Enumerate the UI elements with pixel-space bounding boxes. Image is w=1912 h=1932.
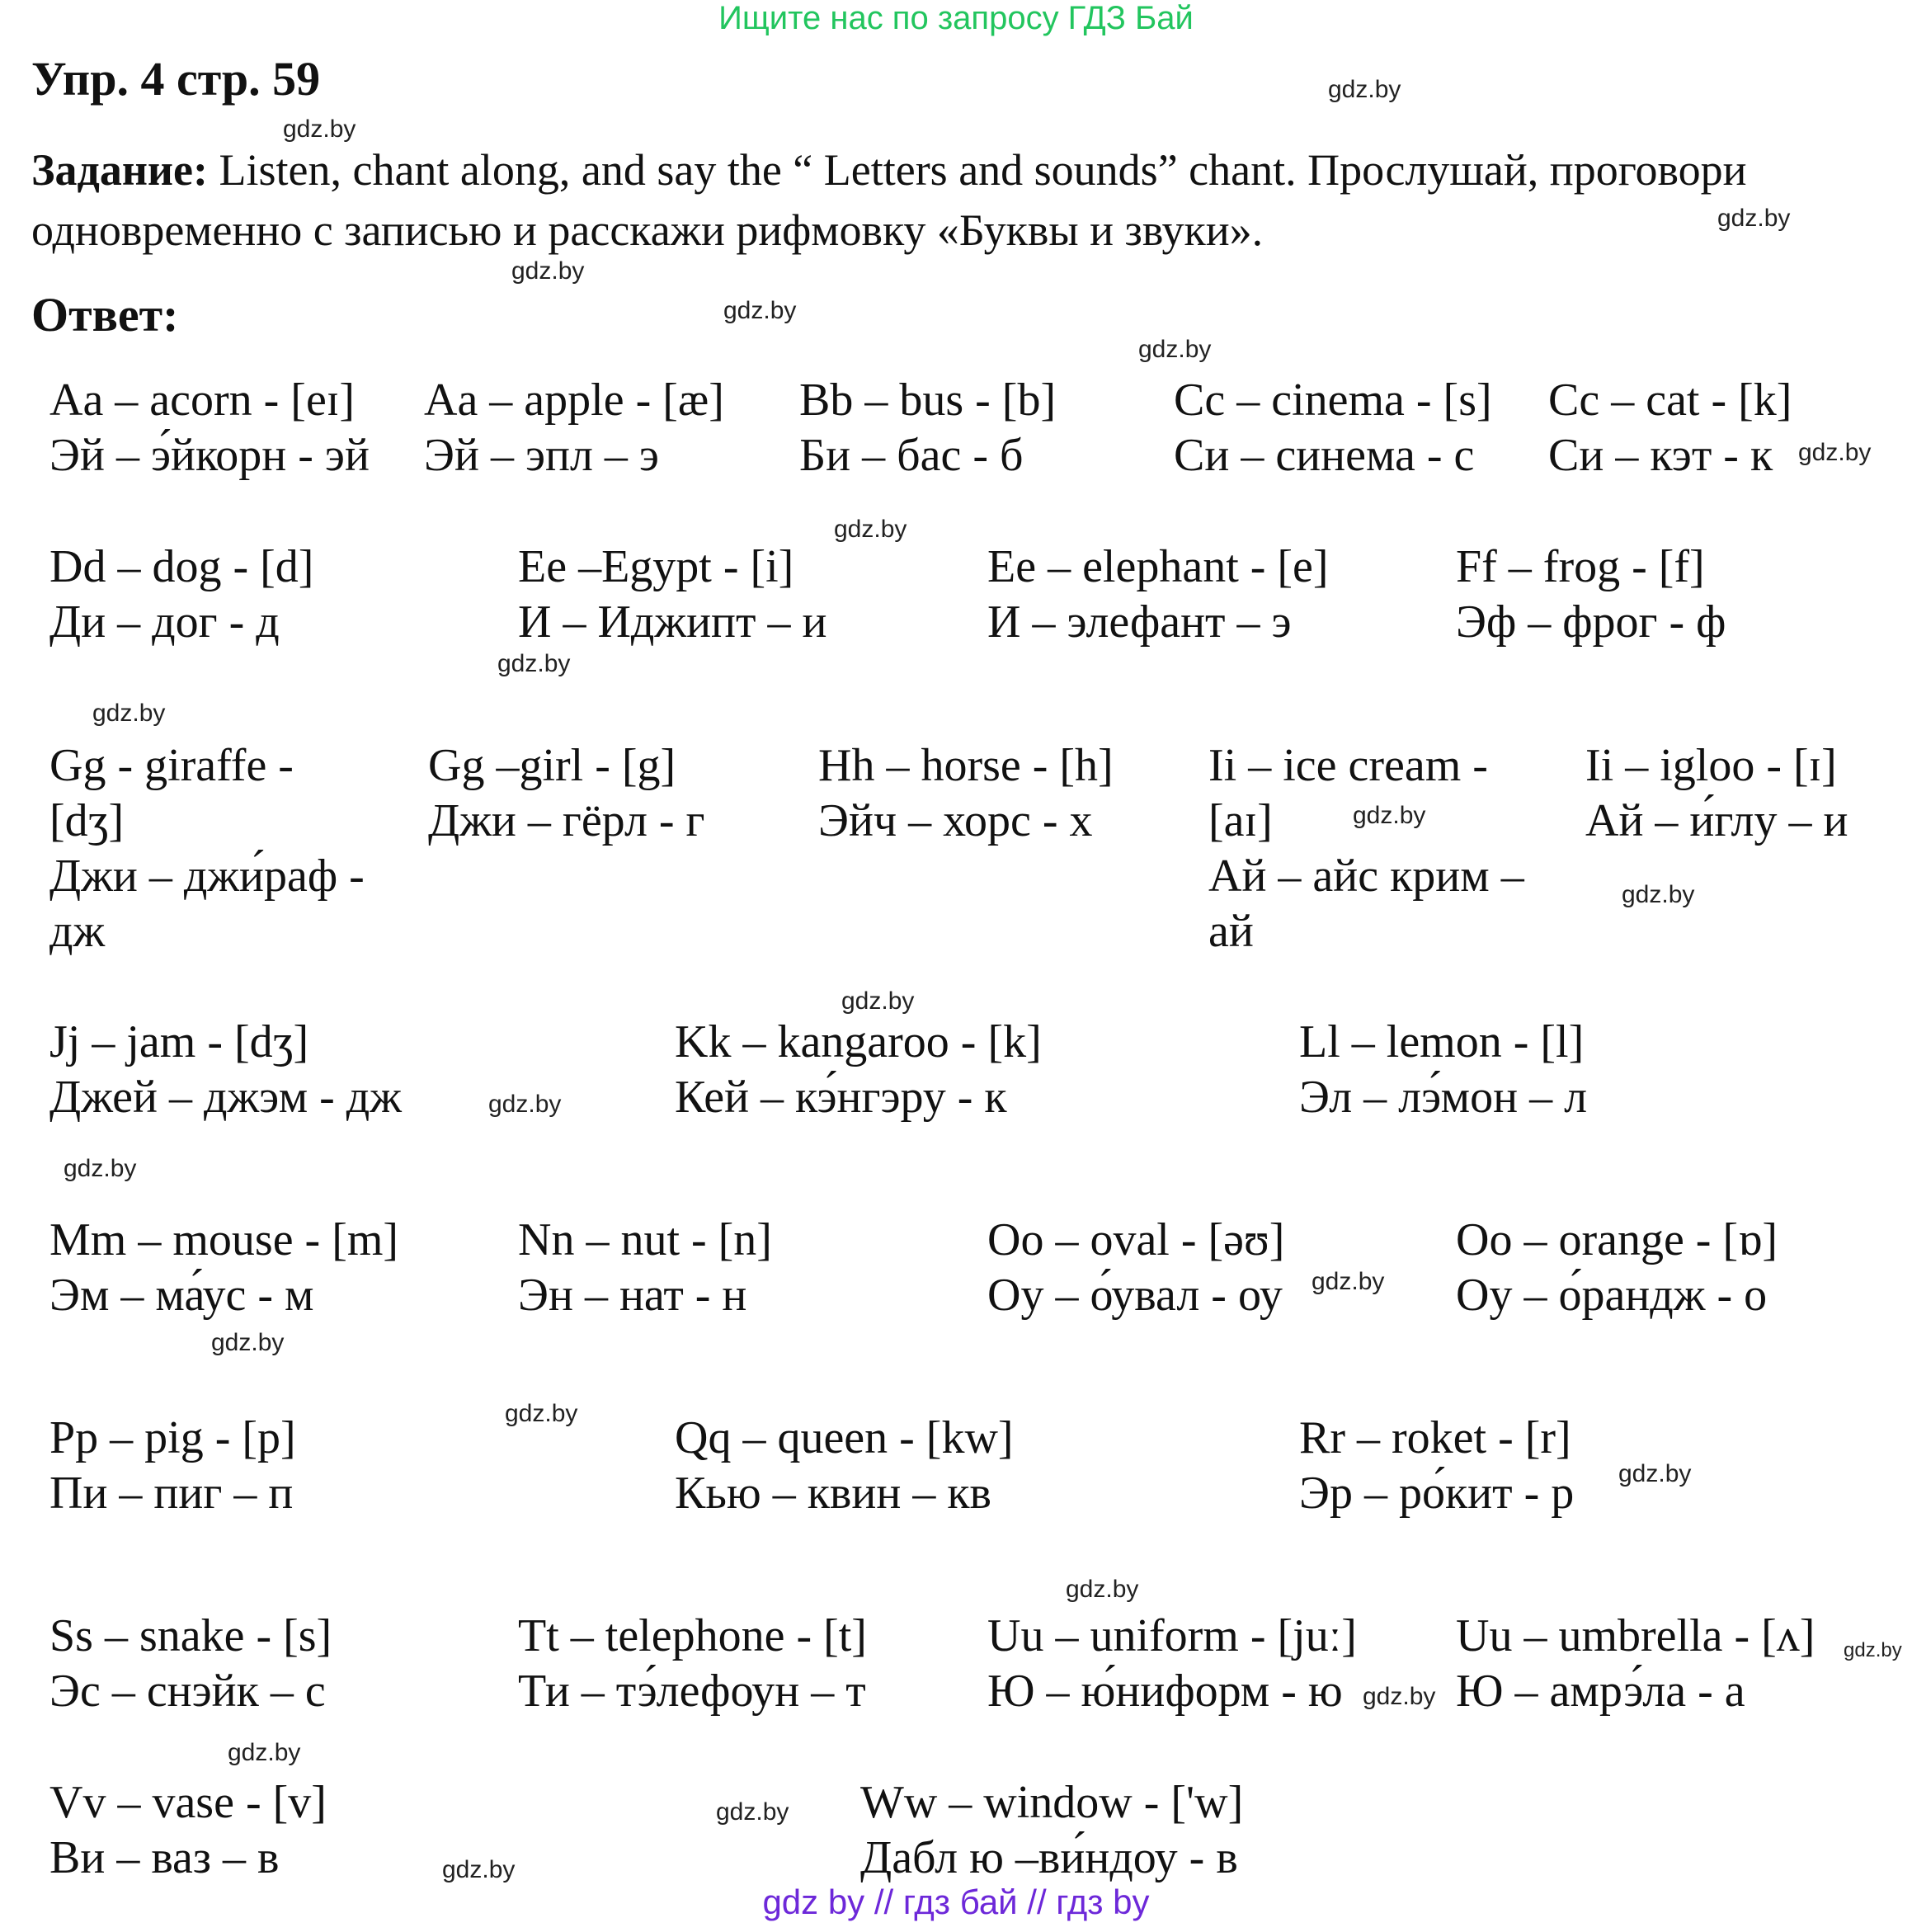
entry-russian: Дабл ю –ви́ндоу - в xyxy=(860,1832,1238,1883)
letter-entry xyxy=(1208,738,1524,959)
entry-russian: Джи – гёрл - г xyxy=(428,795,705,846)
letter-entry xyxy=(1299,1015,1587,1125)
entry-russian: Эн – нат - н xyxy=(518,1270,747,1321)
entry-russian-cont: дж xyxy=(49,906,106,957)
answer-label: Ответ: xyxy=(31,288,179,342)
letter-entry xyxy=(860,1775,1243,1886)
letter-entry xyxy=(49,1213,398,1323)
top-banner: Ищите нас по запросу ГДЗ Бай xyxy=(718,0,1194,36)
entry-russian: Эл – лэ́мон – л xyxy=(1299,1072,1588,1123)
entry-english: Ee –Egypt - [i] xyxy=(518,541,794,592)
entry-english: Tt – telephone - [t] xyxy=(518,1610,867,1661)
entry-english: Aa – acorn - [eɪ] xyxy=(49,375,356,426)
watermark: gdz.by xyxy=(1328,76,1401,103)
entry-russian: Би – бас - б xyxy=(799,430,1024,481)
watermark: gdz.by xyxy=(1844,1639,1902,1661)
watermark: gdz.by xyxy=(488,1091,562,1118)
letter-entry xyxy=(799,373,1056,483)
watermark: gdz.by xyxy=(497,650,571,677)
entry-russian: Ю – амрэ́ла - а xyxy=(1456,1666,1745,1717)
entry-english: Bb – bus - [b] xyxy=(799,375,1057,426)
letter-entry xyxy=(49,1015,402,1125)
watermark: gdz.by xyxy=(1066,1576,1139,1603)
entry-russian: Эй – э́йкорн - эй xyxy=(49,430,370,481)
letter-entry xyxy=(1456,540,1726,650)
entry-english: Uu – uniform - [juː] xyxy=(987,1610,1357,1661)
entry-english: Ee – elephant - [e] xyxy=(987,541,1329,592)
letter-entry xyxy=(987,540,1329,650)
watermark: gdz.by xyxy=(716,1798,789,1826)
letter-entry xyxy=(1174,373,1492,483)
task-text xyxy=(31,140,1887,261)
letter-entry xyxy=(1456,1213,1778,1323)
letter-entry xyxy=(675,1015,1042,1125)
entry-russian: Эй – эпл – э xyxy=(424,430,659,481)
entry-english: Dd – dog - [d] xyxy=(49,541,314,592)
letter-entry xyxy=(424,373,724,483)
entry-russian: Ай – и́глу – и xyxy=(1585,795,1848,846)
watermark: gdz.by xyxy=(1622,881,1695,908)
entry-english-cont: [aɪ] xyxy=(1208,795,1273,846)
letter-entry xyxy=(49,738,365,959)
entry-english: Kk – kangaroo - [k] xyxy=(675,1016,1042,1067)
letter-entry xyxy=(987,1213,1284,1323)
entry-english: Aa – apple - [æ] xyxy=(424,375,724,426)
entry-english: Ss – snake - [s] xyxy=(49,1610,332,1661)
watermark: gdz.by xyxy=(442,1856,516,1883)
entry-russian: Эс – снэйк – с xyxy=(49,1666,326,1717)
entry-english: Gg - giraffe - xyxy=(49,740,294,791)
entry-english: Oo – orange - [ɒ] xyxy=(1456,1214,1778,1265)
entry-russian: Си – синема - с xyxy=(1174,430,1475,481)
letter-entry xyxy=(49,1411,296,1521)
watermark: gdz.by xyxy=(841,987,915,1015)
watermark: gdz.by xyxy=(1618,1460,1692,1487)
letter-entry xyxy=(49,1609,332,1719)
entry-russian: Эм – ма́ус - м xyxy=(49,1270,314,1321)
entry-english: Nn – nut - [n] xyxy=(518,1214,772,1265)
task-body: Listen, chant along, and say the “ Letters and sounds” chant. Прослушай, проговори одновременно с записью и расскажи рифмовку «Буквы и звуки». xyxy=(31,145,1747,255)
watermark: gdz.by xyxy=(92,700,166,727)
entry-russian: Эйч – хорс - х xyxy=(818,795,1093,846)
entry-english: Ff – frog - [f] xyxy=(1456,541,1705,592)
task-label: Задание: xyxy=(31,145,208,195)
entry-russian: Си – кэт - к xyxy=(1548,430,1773,481)
entry-russian-cont: ай xyxy=(1208,906,1254,957)
entry-english: Mm – mouse - [m] xyxy=(49,1214,399,1265)
letter-entry xyxy=(675,1411,1014,1521)
footer-links: gdz by // гдз бай // гдз by xyxy=(762,1883,1150,1921)
entry-russian: Кей – кэ́нгэру - к xyxy=(675,1072,1007,1123)
entry-english: Rr – roket - [r] xyxy=(1299,1412,1571,1463)
watermark: gdz.by xyxy=(228,1739,301,1766)
entry-russian: Джи – джи́раф - xyxy=(49,851,365,902)
letter-entry xyxy=(818,738,1114,849)
letter-entry xyxy=(428,738,705,849)
watermark: gdz.by xyxy=(283,115,356,143)
watermark: gdz.by xyxy=(1798,439,1872,466)
entry-russian: Джей – джэм - дж xyxy=(49,1072,402,1123)
entry-english: Jj – jam - [dʒ] xyxy=(49,1016,309,1067)
entry-russian: Ай – айс крим – xyxy=(1208,851,1524,902)
watermark: gdz.by xyxy=(64,1155,137,1182)
entry-russian: Ю – ю́ниформ - ю xyxy=(987,1666,1343,1717)
watermark: gdz.by xyxy=(1353,802,1426,829)
entry-english: Hh – horse - [h] xyxy=(818,740,1114,791)
letter-entry xyxy=(518,540,826,650)
entry-russian: Оу – о́рандж - о xyxy=(1456,1270,1768,1321)
entry-english: Ww – window - ['w] xyxy=(860,1777,1244,1828)
entry-english: Pp – pig - [p] xyxy=(49,1412,296,1463)
page-title: Упр. 4 стр. 59 xyxy=(31,52,321,106)
entry-russian: Кью – квин – кв xyxy=(675,1468,991,1519)
watermark: gdz.by xyxy=(1138,336,1212,363)
entry-english: Ll – lemon - [l] xyxy=(1299,1016,1585,1067)
entry-english: Vv – vase - [v] xyxy=(49,1777,327,1828)
watermark: gdz.by xyxy=(1363,1683,1436,1710)
entry-russian: Оу – о́увал - оу xyxy=(987,1270,1283,1321)
watermark: gdz.by xyxy=(1312,1268,1385,1295)
letter-entry xyxy=(518,1609,867,1719)
entry-russian: Пи – пиг – п xyxy=(49,1468,294,1519)
entry-russian: Ди – дог - д xyxy=(49,596,280,648)
entry-russian: И – Иджипт – и xyxy=(518,596,827,648)
letter-entry xyxy=(1548,373,1792,483)
entry-english: Ii – ice cream - xyxy=(1208,740,1488,791)
watermark: gdz.by xyxy=(511,257,585,285)
watermark: gdz.by xyxy=(211,1329,285,1356)
letter-entry xyxy=(987,1609,1357,1719)
entry-english: Qq – queen - [kw] xyxy=(675,1412,1014,1463)
watermark: gdz.by xyxy=(1717,205,1791,232)
entry-english: Gg –girl - [g] xyxy=(428,740,676,791)
entry-english: Cc – cat - [k] xyxy=(1548,375,1792,426)
entry-english: Cc – cinema - [s] xyxy=(1174,375,1492,426)
letter-entry xyxy=(49,1775,327,1886)
entry-russian: И – элефант – э xyxy=(987,596,1292,648)
watermark: gdz.by xyxy=(723,297,797,324)
letter-entry xyxy=(49,540,313,650)
entry-english: Uu – umbrella - [ʌ] xyxy=(1456,1610,1815,1661)
entry-russian: Эр – ро́кит - р xyxy=(1299,1468,1575,1519)
letter-entry xyxy=(1456,1609,1815,1719)
entry-russian: Эф – фрог - ф xyxy=(1456,596,1726,648)
watermark: gdz.by xyxy=(834,516,907,543)
letter-entry xyxy=(1299,1411,1574,1521)
entry-russian: Ти – тэ́лефоун – т xyxy=(518,1666,866,1717)
watermark: gdz.by xyxy=(505,1400,578,1427)
letter-entry xyxy=(49,373,370,483)
letter-entry xyxy=(518,1213,772,1323)
entry-english: Ii – igloo - [ɪ] xyxy=(1585,740,1837,791)
entry-english-cont: [dʒ] xyxy=(49,795,125,846)
letter-entry xyxy=(1585,738,1848,849)
entry-english: Oo – oval - [əʊ] xyxy=(987,1214,1285,1265)
entry-russian: Ви – ваз – в xyxy=(49,1832,280,1883)
